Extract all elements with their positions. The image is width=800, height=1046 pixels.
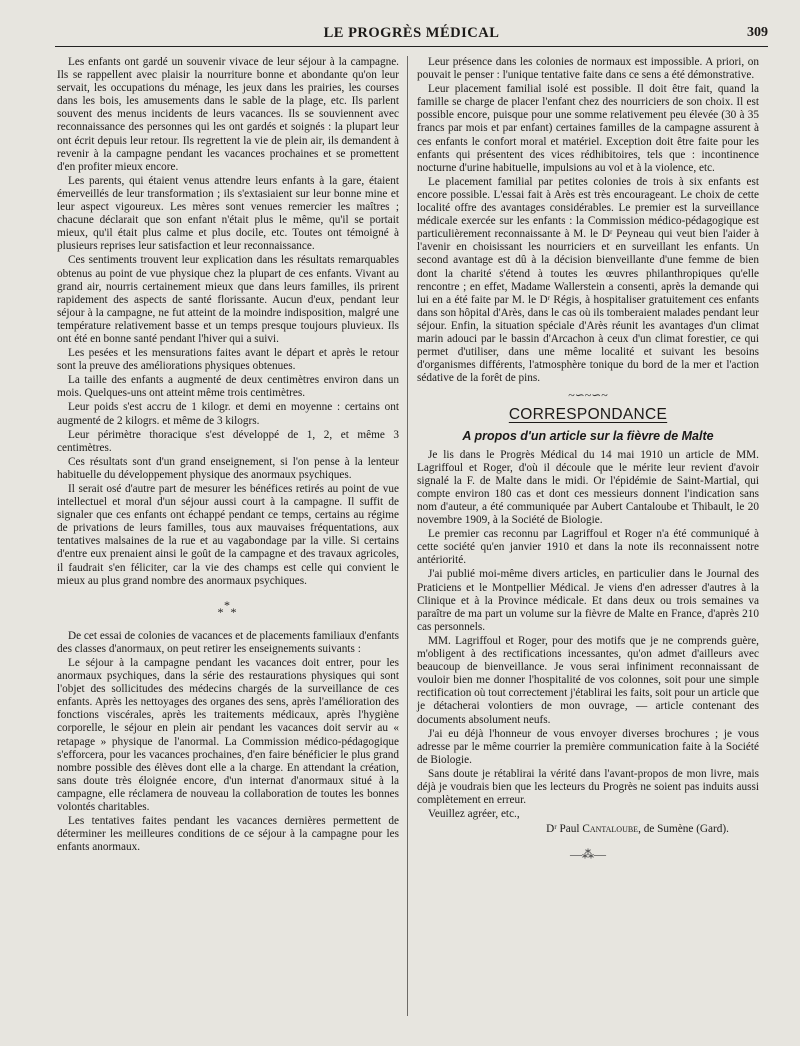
asterism-separator: * * *: [217, 597, 239, 619]
paragraph: Le séjour à la campagne pendant les vacances doit entrer, pour les anormaux psychiques, dans la série des restaurations physiques qui sont l'objet des sollicitudes des médecins chargés de la surveillance de ces enfants. Après les nettoyages des organes des sens, après l'amélioration des fonctions viscérales, après les traitements médicaux, après l'hygiène corporelle, le séjour en plein air pendant les vacances doit servir au « retapage » physique de l'anormal. La Commission médico-pédagogique s'efforcera, pour les vacances prochaines, d'en faire bénéficier le plus grand nombre possible des élèves dont elle a la charge. En attendant la création, sans doute très éloignée encore, d'un internat d'anormaux situé à la campagne, elle réclamera de nouveau la collaboration de toutes les bonnes volontés charitables.: [57, 656, 399, 813]
paragraph: Leur poids s'est accru de 1 kilogr. et demi en moyenne : certains ont augmenté de 2 kilogrs. et même de 3 kilogrs.: [57, 401, 399, 427]
page-header: [55, 24, 768, 47]
closing-line: Veuillez agréer, etc.,: [428, 808, 520, 821]
paragraph: Les enfants ont gardé un souvenir vivace de leur séjour à la campagne. Ils se rappellent avec plaisir la nourriture bonne et abondante qu'on leur servait, les occupations du ménage, les jeux dans les prairies, les courses dans les bois, les amusements dans le sable de la plage, etc. Ils parlent souvent des menus incidents de leurs vacances. Ils se souviennent avec reconnaissance des personnes qui les ont gardés et soignés : la plupart leur ont écrit depuis leur retour. Ils regrettent la vie de plein air, ils demandent à revenir à la campagne pendant les vacances prochaines et se promettent d'en profiter mieux encore.: [57, 56, 399, 173]
paragraph: Les pesées et les mensurations faites avant le départ et après le retour sont la preuve des améliorations physiques obtenues.: [57, 347, 399, 373]
page-number: 309: [747, 25, 768, 40]
journal-title: LE PROGRÈS MÉDICAL: [323, 25, 500, 41]
column-divider: [407, 56, 408, 1016]
signature-suffix: , de Sumène (Gard).: [638, 823, 729, 836]
paragraph: De cet essai de colonies de vacances et de placements familiaux d'enfants des classes d'anormaux, on peut retirer les enseignements suivants :: [57, 629, 399, 655]
paragraph: Leur présence dans les colonies de normaux est impossible. A priori, on pouvait le penser : l'unique tentative faite dans ce sens a été démonstrative.: [417, 56, 759, 82]
letter-paragraph: Le premier cas reconnu par Lagriffoul et Roger n'a été communiqué à cette société qu'en janvier 1910 et dans la note ils reconnaissent notre antériorité.: [417, 528, 759, 567]
letter-paragraph: Je lis dans le Progrès Médical du 14 mai 1910 un article de MM. Lagriffoul et Roger, d'où il découle que le mérite leur revient d'avoir signalé la F. de Malte dans le midi. Or l'épidémie de Saint-Martial, qui compte environ 180 cas et dont ces messieurs donnent l'indication sans nom d'auteur, a été communiquée par Aubert Cantaloube et Thibault, le 20 novembre 1909, à la Société de Biologie.: [417, 448, 759, 527]
letter-paragraph: MM. Lagriffoul et Roger, pour des motifs que je ne comprends guère, m'obligent à des rectifications incessantes, qu'on admet d'ailleurs avec beaucoup de bienveillance. Je vous serai infiniment reconnaissant de vouloir bien me donner l'hospitalité de vos colonnes, soit pour une simple rectification où tout correctement j'établirai les faits, soit pour un article que je détacherai volontiers de mon ouvrage, — article contenant des documents absolument neufs.: [417, 634, 759, 726]
signature-name: Cantaloube: [582, 823, 639, 836]
signature-prefix: Dʳ Paul: [546, 823, 580, 836]
paragraph: Leur périmètre thoracique s'est développé de 1, 2, et même 3 centimètres.: [57, 428, 399, 454]
ornament-divider: —⁂—: [570, 847, 606, 862]
paragraph: Les parents, qui étaient venus attendre leurs enfants à la gare, étaient émerveillés de leur transformation ; ils s'extasiaient sur leur bonne mine et leur aspect vigoureux. Les mères sont venues remercier les maîtres ; chacune déclarait que son enfant n'était plus le même, qu'il se portait mieux, qu'il était plus calme et plus docile, etc. Toutes ont témoigné à plusieurs reprises leur satisfaction et leur reconnaissance.: [57, 174, 399, 253]
paragraph: Les tentatives faites pendant les vacances dernières permettent de déterminer les meilleures conditions de ce séjour à la campagne pour les enfants anormaux.: [57, 815, 399, 854]
letter-paragraph: J'ai eu déjà l'honneur de vous envoyer diverses brochures ; je vous adresse par le même courrier la première communication faite à la Société de Biologie.: [417, 727, 759, 766]
paragraph: Leur placement familial isolé est possible. Il doit être fait, quand la famille se charge de placer l'enfant chez des nourriciers de son choix. Il est possible encore, puisque pour une somme relativement peu élevée (30 à 35 francs par mois et par enfant) certaines familles de la campagne assurent à ces enfants le confort moral et matériel. Exception doit être faite pour les enfants qui présentent des vices rédhibitoires, tels que : incontinence nocturne d'urine habituelle, impulsions au vol et à la violence, etc.: [417, 83, 759, 174]
paragraph: La taille des enfants a augmenté de deux centimètres environ dans un mois. Quelques-uns ont atteint même trois centimètres.: [57, 374, 399, 400]
article-title: A propos d'un article sur la fièvre de Malte: [462, 428, 714, 443]
letter-paragraph: J'ai publié moi-même divers articles, en particulier dans le Journal des Praticiens et le Montpellier Médical. Je viens d'en adresser d'autres à la Clinique et à la Province médicale. Et dans deux ou trois semaines va paraître de ma part un volume sur la fièvre de Malte en France, d'après 210 cas personnels.: [417, 568, 759, 633]
paragraph: Le placement familial par petites colonies de trois à six enfants est encore possible. L'essai fait à Arès est très encourageant. Le choix de cette localité offre des avantages considérables. Le premier est la surveillance médicale exercée sur les enfants : la Commission médico-pédagogique est particulièrement reconnaissante à M. le Dʳ Peyneau qui veut bien l'aider à l'avenir en choisissant les nourriciers et en surveillant les enfants. Un second avantage est dû à la décision bienveillante d'une femme de bien dont la charité s'étend à toutes les œuvres philanthropiques qu'elle rencontre ; en effet, Madame Wallerstein a consenti, après la demande qui lui en a été faite par M. le Dʳ Régis, à hospitaliser gratuitement ces enfants dans son hôpital d'Arès, dans le cas où ils tomberaient malades pendant leur séjour. Enfin, la situation spéciale d'Arès réunit les avantages d'un climat marin adouci par le bassin d'Arcachon à ceux d'un climat forestier, ce qui permet d'utiliser, dans une même localité et suivant les besoins d'organismes différents, l'atmosphère tonique du bord de la mer et l'action sédative de la forêt de pins.: [417, 175, 759, 385]
paragraph: Il serait osé d'autre part de mesurer les bénéfices retirés au point de vue intellectuel et moral d'un séjour aussi court à la campagne. Il suffit de signaler que ces enfants ont échappé pendant ce temps, certains au régime de privations de leurs familles, tous aux mauvaises fréquentations, aux tentatives malsaines de la rue et au vagabondage par la ville. Si certains d'entre eux prenaient ainsi le goût de la campagne et des travaux agricoles, il faudrait s'en féliciter, car la vie des champs est celle qui convient le mieux au plus grand nombre des anormaux psychiques.: [57, 483, 399, 587]
letter-paragraph: Sans doute je rétablirai la vérité dans l'avant-propos de mon livre, mais déjà je voudrais bien que les lecteurs du Progrès ne soient pas induits aussi complètement en erreur.: [417, 767, 759, 807]
flourish-divider: ~∽~∽~: [568, 388, 608, 403]
paragraph: Ces résultats sont d'un grand enseignement, si l'on pense à la lenteur habituelle du développement physique des anormaux psychiques.: [57, 455, 399, 481]
section-title: CORRESPONDANCE: [508, 406, 668, 424]
right-column: [417, 56, 759, 865]
signature: [417, 823, 759, 836]
left-column: [57, 56, 399, 855]
paragraph: Ces sentiments trouvent leur explication dans les résultats remarquables obtenus au point de vue physique chez la plupart de ces enfants. Vivant au grand air, nourris certainement mieux que dans leurs familles, ils prirent rapidement des aspects de santé florissante. Aucun d'eux, pendant leur séjour à la campagne, ne fut atteint de la moindre indisposition, malgré une température relativement basse et un temps presque toujours pluvieux. Ils ont été en bonne santé pendant l'hiver qui a suivi.: [57, 254, 399, 345]
